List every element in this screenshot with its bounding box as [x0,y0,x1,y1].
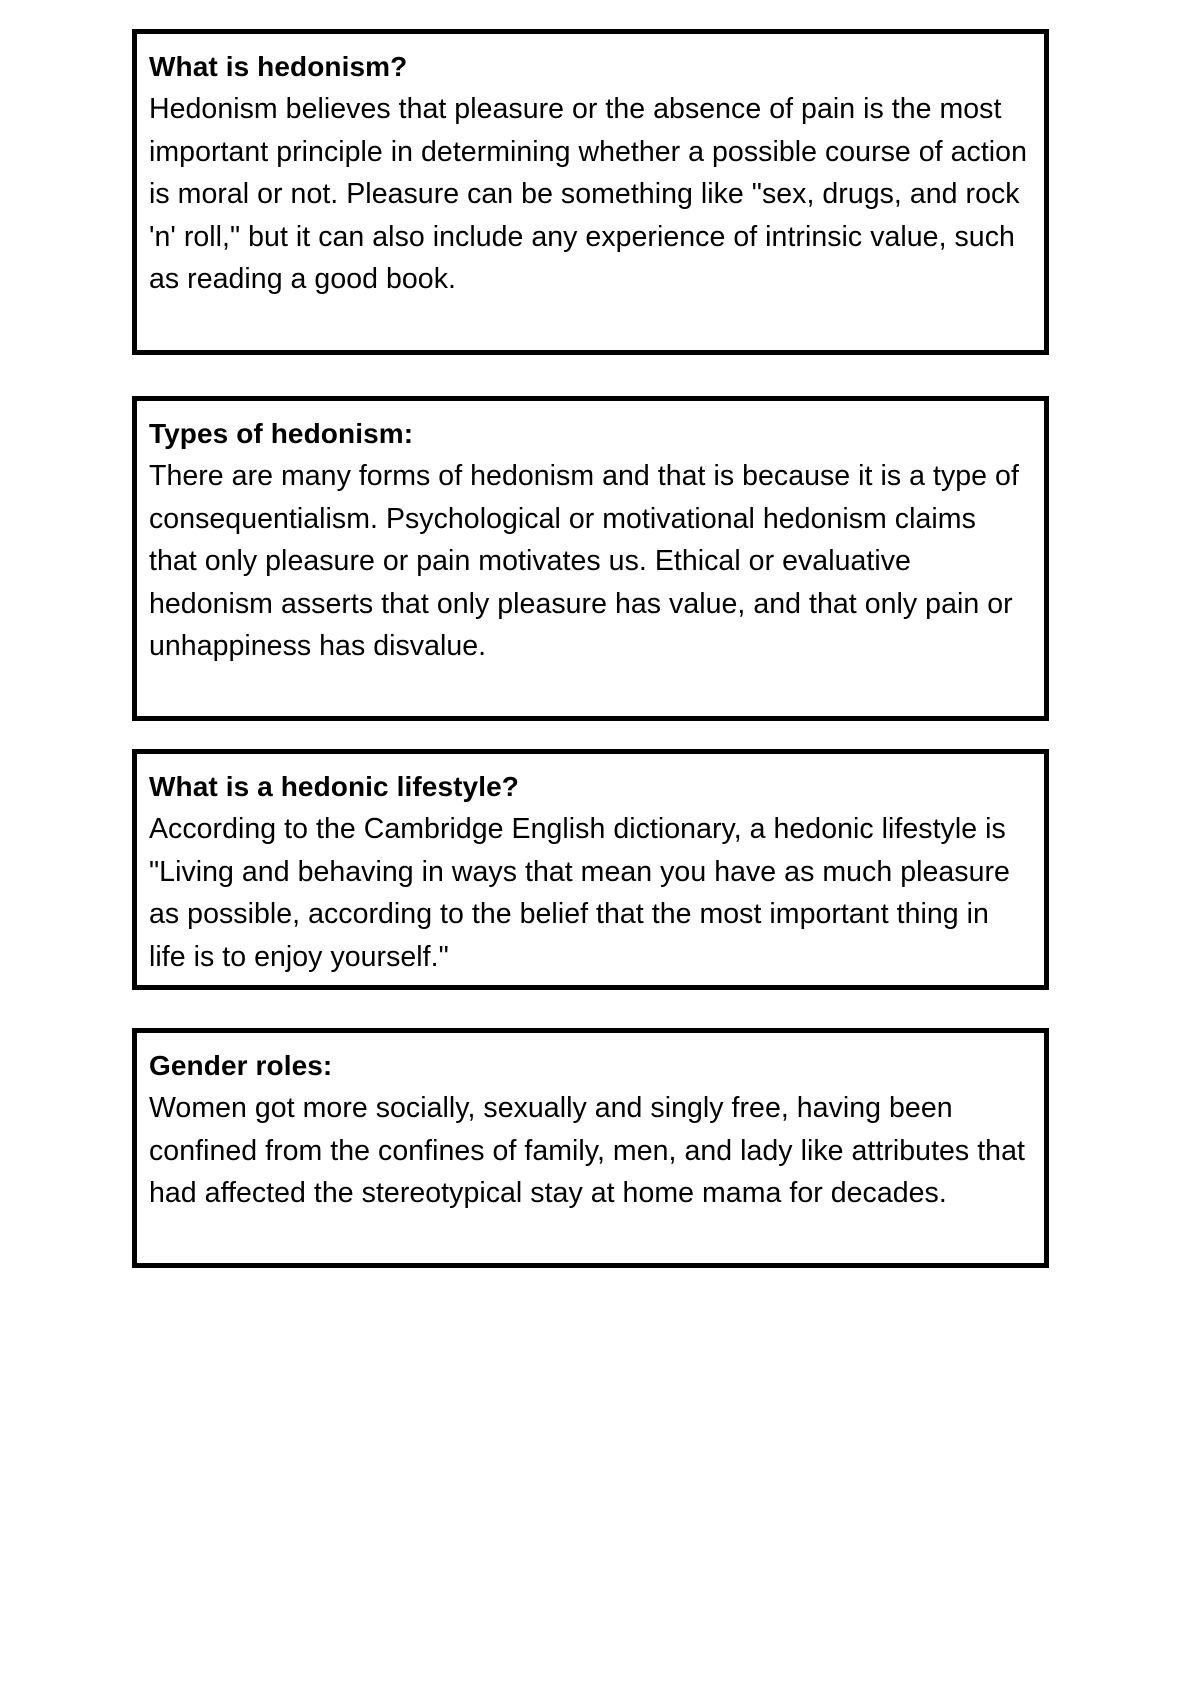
section-title: What is hedonism? [149,51,408,82]
section-title: Gender roles: [149,1050,333,1081]
section-what-is-hedonism [132,29,1049,355]
section-body: Hedonism believes that pleasure or the absence of pain is the most important principle in determining whether a possible course of action is moral or not. Pleasure can be something like "sex, drugs, and rock 'n' roll," but it can also include any experience of intrinsic value, such as reading a good book. [149,93,1027,296]
section-title: What is a hedonic lifestyle? [149,771,519,802]
section-body: There are many forms of hedonism and that is because it is a type of consequentialism. Psychological or motivational hedonism claims that only pleasure or pain motivates us. Ethical or evaluative hedonism asserts that only pleasure has value, and that only pain or unhappiness has disvalue. [149,460,1019,663]
section-hedonic-lifestyle [132,749,1049,990]
section-body: Women got more socially, sexually and singly free, having been confined from the confines of family, men, and lady like attributes that had affected the stereotypical stay at home mama for decades. [149,1092,1025,1210]
section-types-of-hedonism [132,396,1049,721]
section-body: According to the Cambridge English dictionary, a hedonic lifestyle is "Living and behaving in ways that mean you have as much pleasure as possible, according to the belief that the most important thing in life is to enjoy yourself." [149,813,1010,973]
section-gender-roles [132,1028,1049,1268]
section-title: Types of hedonism: [149,418,414,449]
